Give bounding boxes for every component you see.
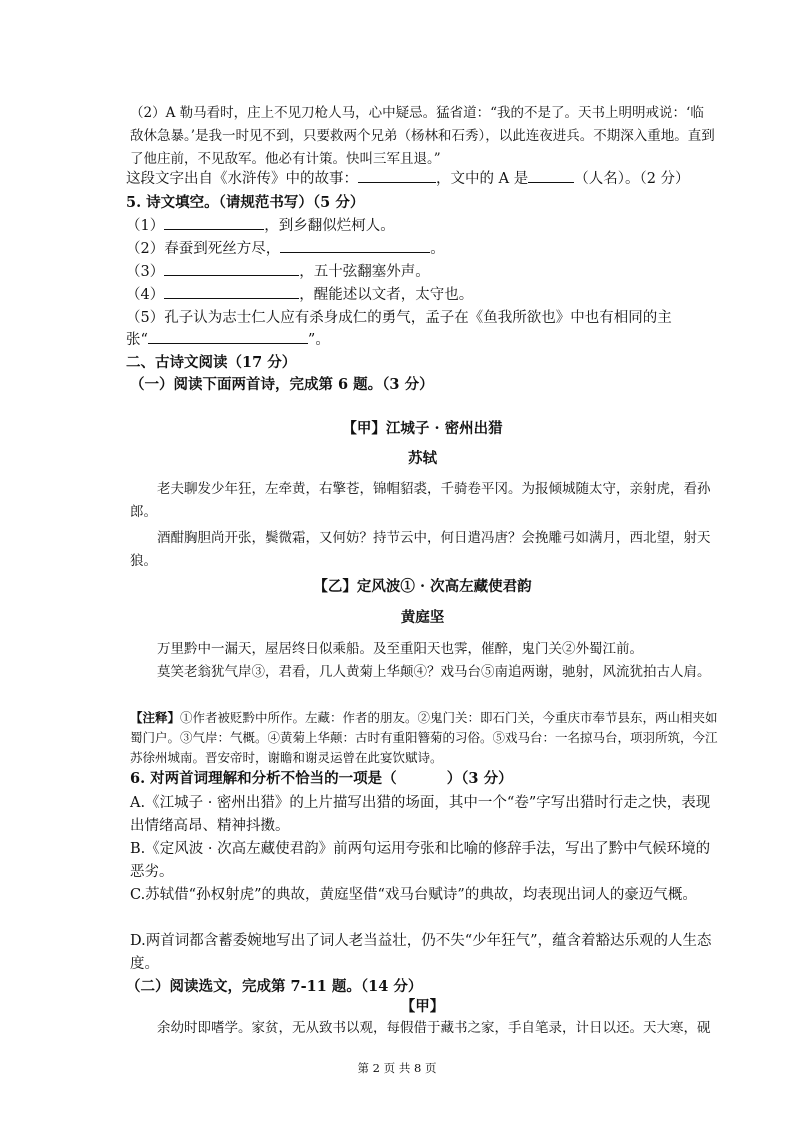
poem-yi-author: 黄庭坚 — [400, 609, 445, 626]
shz-passage — [130, 102, 716, 171]
shz-passage-text: （2）A 勒马看时，庄上不见刀枪人马，心中疑忌。猛省道：“我的不是了。天书上明明戒说：‘临敌休急暴。’是我一时见不到，只要救两个兄弟（杨林和石秀），以此连夜进兵。不期深入重地。直到了他庄前，不见敌军。他必有计策。快叫三军且退。” — [130, 105, 715, 167]
q6-option-c: C.苏轼借“孙权射虎”的典故，黄庭坚借“戏马台赋诗”的典故，均表现出词人的豪迈气概。 — [130, 887, 697, 903]
section2-sub2: （二）阅读选文，完成第 7-11 题。（14 分） — [126, 978, 423, 995]
page-footer: 第 2 页 共 8 页 — [357, 1061, 437, 1075]
shz-question: 这段文字出自《水浒传》中的故事： ，文中的 A 是 （人名）。（2 分） — [126, 168, 726, 190]
q6-option-b: B.《定风波 · 次高左藏使君韵》前两句运用夸张和比喻的修辞手法，写出了黔中气候环境的恶劣。 — [130, 841, 711, 880]
poem-yi-stanza-1: 万里黔中一漏天，屋居终日似乘船。及至重阳天也霁，催醉，鬼门关②外蜀江前。 — [157, 641, 643, 657]
q5-item-3: （3） ，五十弦翻塞外声。 — [126, 261, 711, 283]
poem-jia-stanza-2: 酒酣胸胆尚开张，鬓微霜，又何妨？持节云中，何日遣冯唐？会挽雕弓如满月，西北望，射天狼。 — [130, 530, 711, 569]
q5-item-2: （2）春蚕到死丝方尽， 。 — [126, 238, 711, 260]
answer-blank[interactable] — [528, 168, 574, 183]
q6-option-a: A.《江城子 · 密州出猎》的上片描写出猎的场面，其中一个“卷”字写出猎时行走之快，表现出情绪高昂、精神抖擞。 — [130, 795, 711, 834]
notes-text: ①作者被贬黔中所作。左藏：作者的朋友。②鬼门关：即石门关，今重庆市奉节县东，两山相夹如蜀门户。③气岸：气概。④黄菊上华颠：古时有重阳簪菊的习俗。⑤戏马台：一名掠马台，项羽所筑，今江苏徐州城南。晋安帝时，谢瞻和谢灵运曾在此宴饮赋诗。 — [130, 710, 718, 765]
section2-title — [126, 330, 711, 352]
poem-jia-stanza-1: 老夫聊发少年狂，左牵黄，右擎苍，锦帽貂裘，千骑卷平冈。为报倾城随太守，亲射虎，看孙郎。 — [130, 481, 711, 520]
section2-sub1: （一）阅读下面两首诗，完成第 6 题。（3 分） — [130, 376, 434, 393]
answer-blank[interactable] — [164, 261, 299, 276]
q5-item-5: （5）孔子认为志士仁人应有杀身成仁的勇气，孟子在《鱼我所欲也》中也有相同的主 张“ ”。 — [126, 310, 672, 348]
q5-item-4: （4） ，醒能述以文者，太守也。 — [126, 284, 711, 306]
answer-blank[interactable] — [164, 215, 264, 230]
q5-item-1: （1） ，到乡翻似烂柯人。 — [126, 215, 711, 237]
poem-jia-author: 苏轼 — [408, 450, 437, 467]
poem-yi-title: 【乙】定风波① · 次高左藏使君韵 — [313, 578, 532, 595]
poem-yi-stanza-2: 莫笑老翁犹气岸③，君看，几人黄菊上华颠④？戏马台⑤南追两谢，驰射，风流犹拍古人肩。 — [157, 664, 711, 680]
section2-title-text: 二、古诗文阅读（17 分） — [126, 354, 297, 371]
passage-jia-label: 【甲】 — [400, 998, 445, 1015]
answer-blank[interactable] — [164, 284, 299, 299]
q6-option-d: D.两首词都含蓄委婉地写出了词人老当益壮，仍不失“少年狂气”，蕴含着豁达乐观的人生态度。 — [130, 933, 712, 972]
passage-jia-text: 余幼时即嗜学。家贫，无从致书以观，每假借于藏书之家，手自笔录，计日以还。天大寒，砚 — [157, 1020, 711, 1036]
notes — [130, 708, 718, 768]
answer-blank[interactable] — [280, 238, 430, 253]
answer-blank[interactable] — [358, 168, 436, 183]
q6-stem: 6. 对两首词理解和分析不恰当的一项是（ ）（3 分） — [130, 770, 513, 787]
q5-title: 5. 诗文填空。（请规范书写）（5 分） — [126, 194, 365, 211]
poem-jia-title: 【甲】江城子 · 密州出猎 — [342, 420, 503, 437]
notes-label: 【注释】 — [130, 710, 181, 725]
